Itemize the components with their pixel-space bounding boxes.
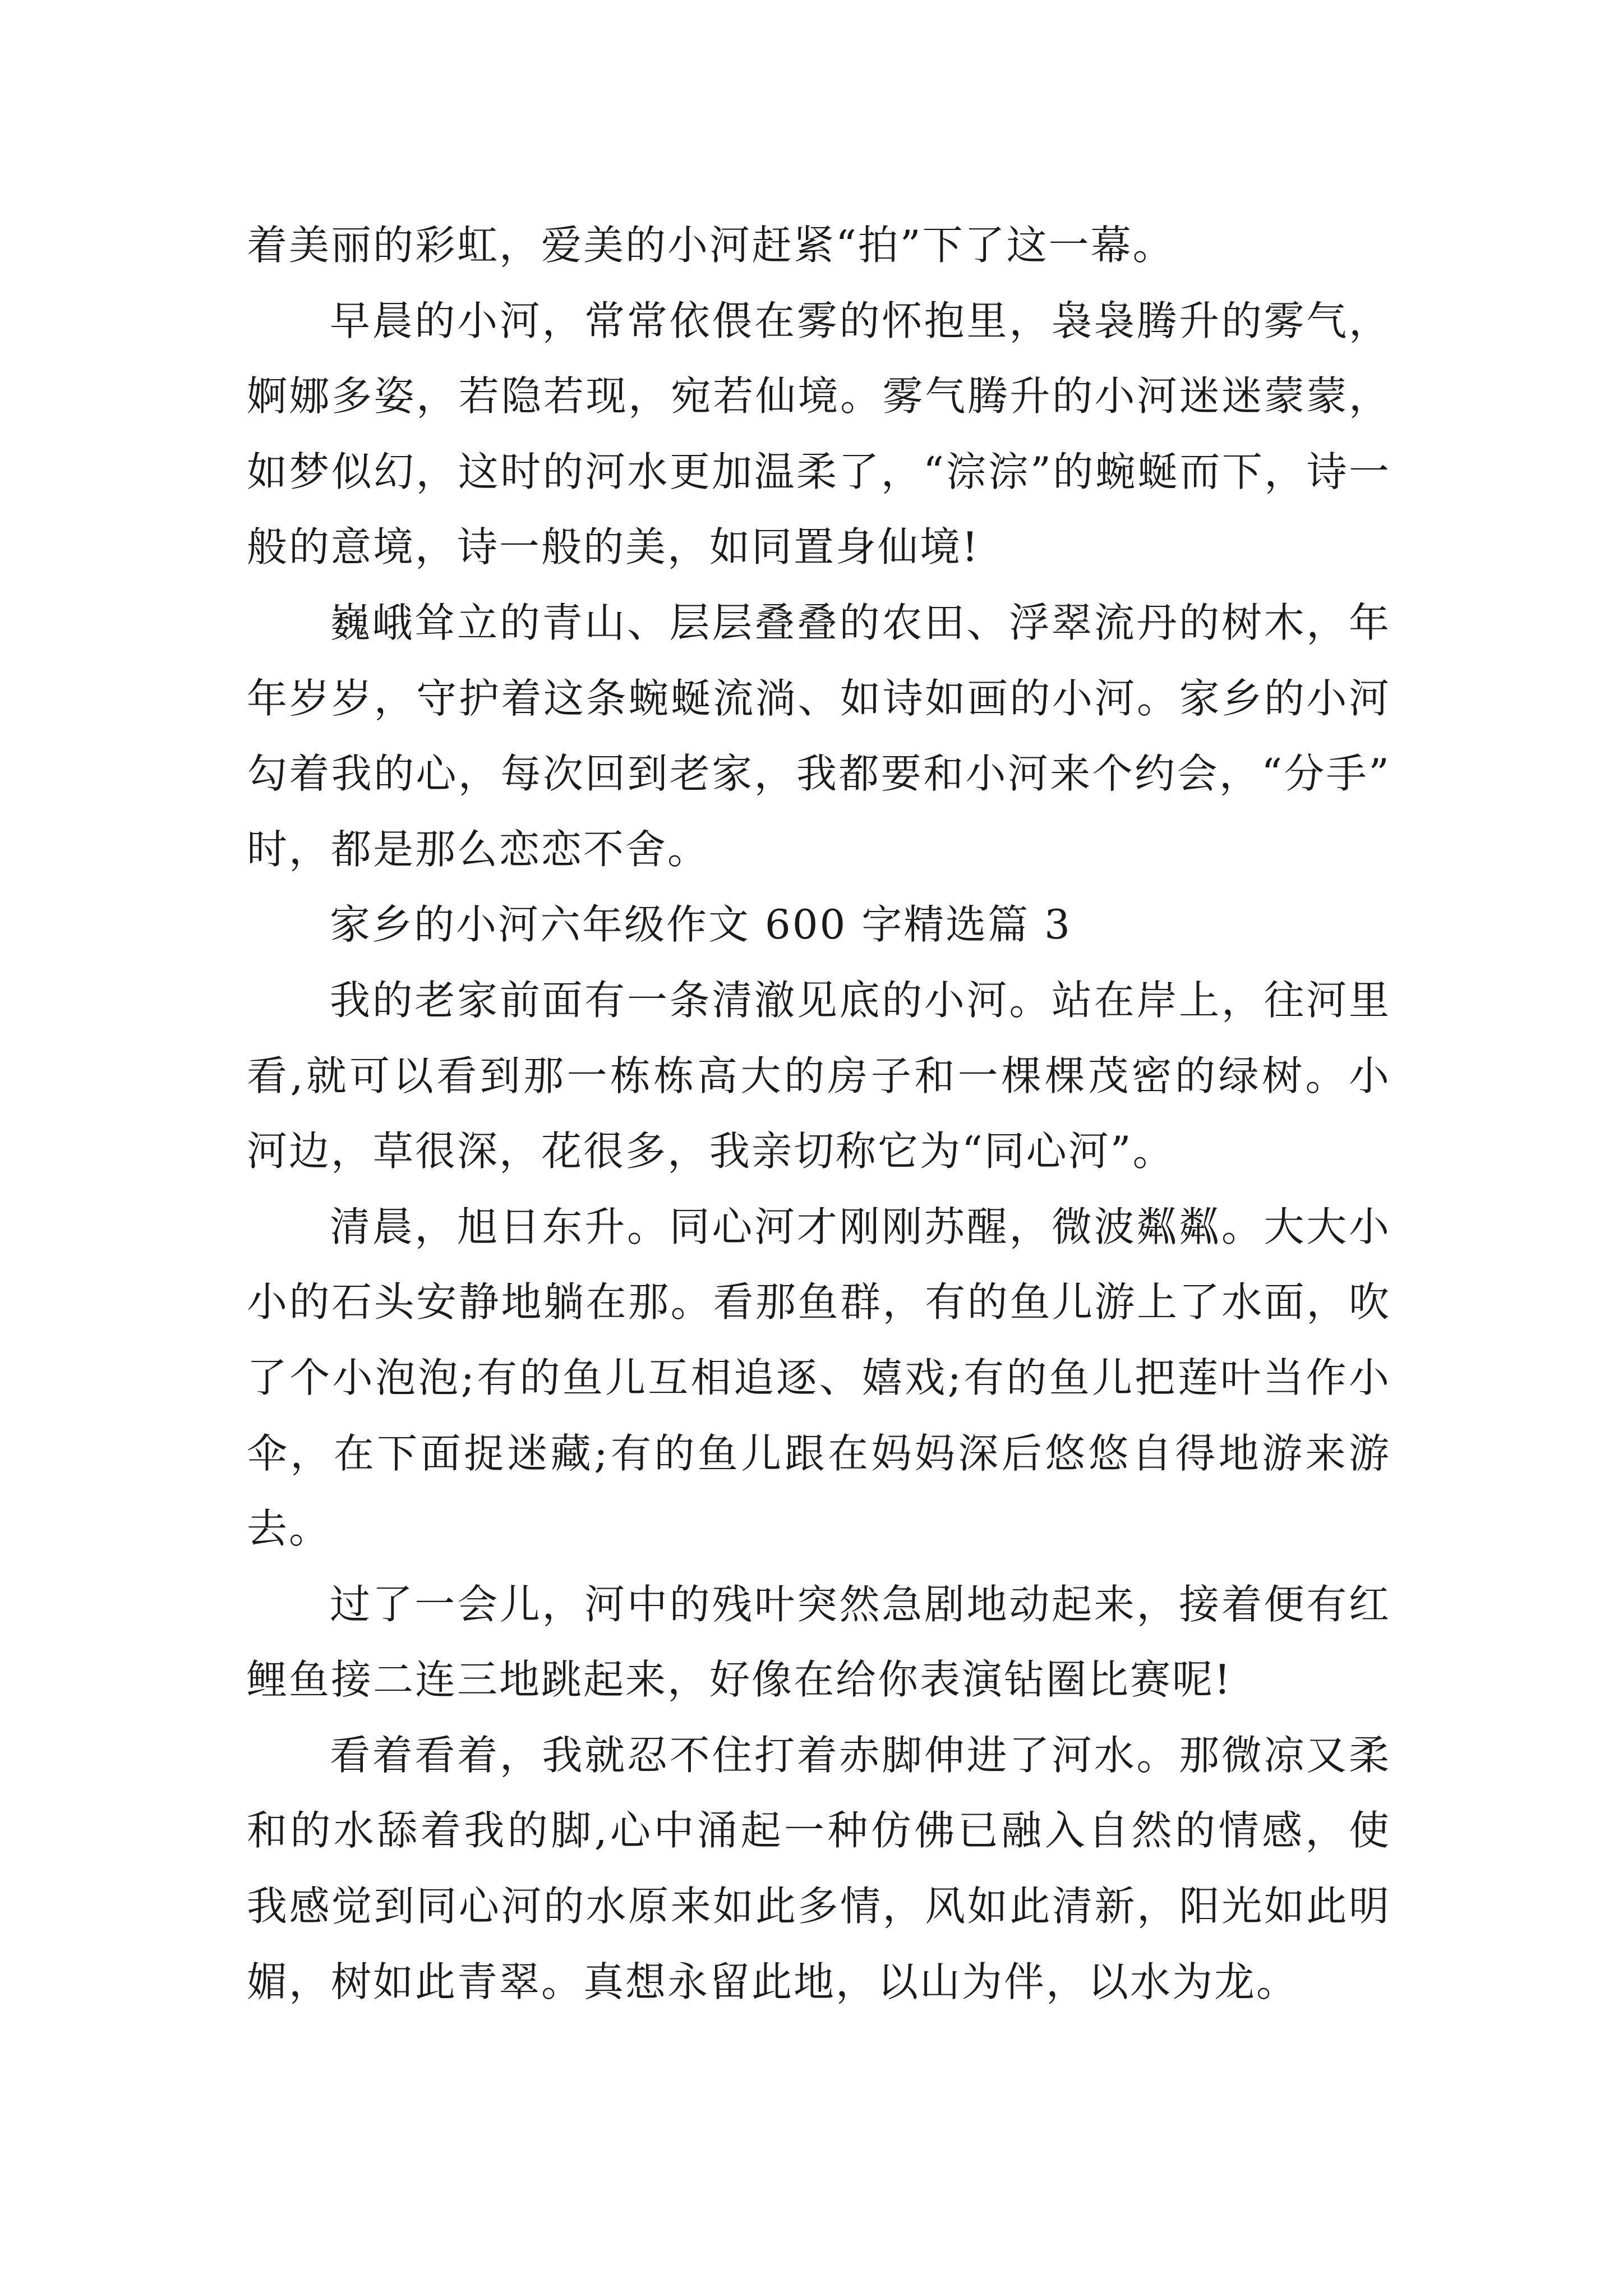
paragraph-carp: 过了一会儿，河中的残叶突然急剧地动起来，接着便有红鲤鱼接二连三地跳起来，好像在给你表演钻圈比赛呢! <box>247 1580 1391 1704</box>
paragraph-morning-river: 早晨的小河，常常依偎在雾的怀抱里，袅袅腾升的雾气，婀娜多姿，若隐若现，宛若仙境。雾气腾升的小河迷迷蒙蒙，如梦似幻，这时的河水更加温柔了，“淙淙”的蜿蜒而下，诗一般的意境，诗一般的美，如同置身仙境! <box>247 297 1391 571</box>
article-body <box>247 208 1391 2019</box>
paragraph-feet-in-water: 看着看着，我就忍不住打着赤脚伸进了河水。那微凉又柔和的水舔着我的脚,心中涌起一种仿佛已融入自然的情感，使我感觉到同心河的水原来如此多情，风如此清新，阳光如此明媚，树如此青翠。真想永留此地，以山为伴，以水为龙。 <box>247 1731 1391 2005</box>
paragraph-mountains: 巍峨耸立的青山、层层叠叠的农田、浮翠流丹的树木，年年岁岁，守护着这条蜿蜒流淌、如诗如画的小河。家乡的小河勾着我的心，每次回到老家，我都要和小河来个约会，“分手”时，都是那么恋恋不舍。 <box>247 599 1391 873</box>
section-heading: 家乡的小河六年级作文 600 字精选篇 3 <box>330 901 1072 949</box>
paragraph-hometown-river: 我的老家前面有一条清澈见底的小河。站在岸上，往河里看,就可以看到那一栋栋高大的房子和一棵棵茂密的绿树。小河边，草很深，花很多，我亲切称它为“同心河”。 <box>247 976 1391 1175</box>
paragraph-early-morning: 清晨，旭日东升。同心河才刚刚苏醒，微波粼粼。大大小小的石头安静地躺在那。看那鱼群，有的鱼儿游上了水面，吹了个小泡泡;有的鱼儿互相追逐、嬉戏;有的鱼儿把莲叶当作小伞，在下面捉迷藏;有的鱼儿跟在妈妈深后悠悠自得地游来游去。 <box>247 1203 1391 1553</box>
paragraph-continuation: 着美丽的彩虹，爱美的小河赶紧“拍”下了这一幕。 <box>247 222 1175 269</box>
